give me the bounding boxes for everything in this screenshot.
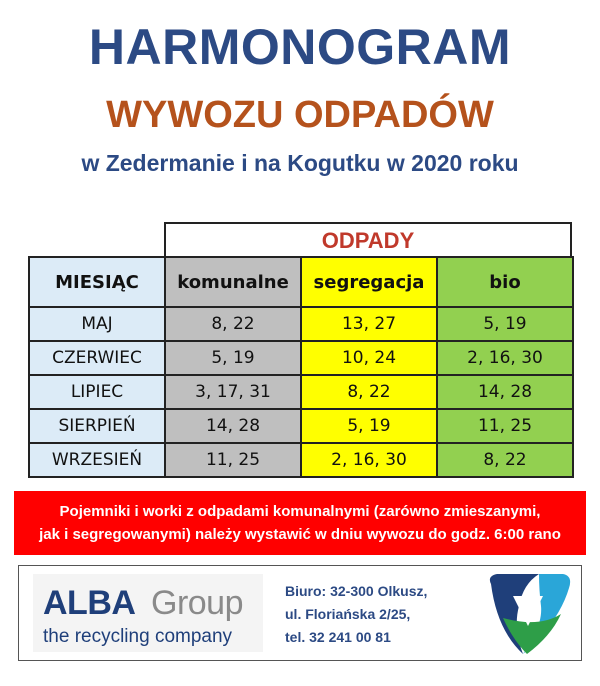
header-komunalne: komunalne [165, 257, 301, 307]
cell-bio: 14, 28 [437, 375, 573, 409]
table-row [29, 375, 573, 409]
header-segregacja: segregacja [301, 257, 437, 307]
cell-month: WRZESIEŃ [29, 443, 165, 477]
cell-komunalne: 5, 19 [165, 341, 301, 375]
cell-segregacja: 2, 16, 30 [301, 443, 437, 477]
header-bio: bio [437, 257, 573, 307]
logo-tagline: the recycling company [43, 626, 233, 647]
schedule-table [28, 256, 574, 478]
cell-komunalne: 3, 17, 31 [165, 375, 301, 409]
subtitle-location-year: w Zedermanie i na Kogutku w 2020 roku [81, 150, 519, 176]
header-month: MIESIĄC [29, 257, 165, 307]
cell-segregacja: 10, 24 [301, 341, 437, 375]
cell-segregacja: 13, 27 [301, 307, 437, 341]
company-footer [18, 565, 582, 661]
cell-komunalne: 8, 22 [165, 307, 301, 341]
cell-bio: 8, 22 [437, 443, 573, 477]
cell-segregacja: 5, 19 [301, 409, 437, 443]
cell-bio: 2, 16, 30 [437, 341, 573, 375]
cell-month: MAJ [29, 307, 165, 341]
table-row [29, 409, 573, 443]
table-header-row [29, 257, 573, 307]
contact-address: Biuro: 32-300 Olkusz, [285, 583, 428, 599]
notice-line-2: jak i segregowanymi) należy wystawić w dniu wywozu do godz. 6:00 rano [39, 526, 561, 543]
title-harmonogram: HARMONOGRAM [88, 19, 512, 75]
cell-bio: 11, 25 [437, 409, 573, 443]
cell-segregacja: 8, 22 [301, 375, 437, 409]
cell-bio: 5, 19 [437, 307, 573, 341]
table-row [29, 443, 573, 477]
table-group-header: ODPADY [164, 222, 572, 256]
table-row [29, 341, 573, 375]
cell-month: CZERWIEC [29, 341, 165, 375]
cell-komunalne: 11, 25 [165, 443, 301, 477]
title-wywozu-odpadow: WYWOZU ODPADÓW [106, 94, 494, 136]
alba-group-logo [33, 574, 263, 652]
contact-info [285, 580, 427, 649]
table-row [29, 307, 573, 341]
cell-month: SIERPIEŃ [29, 409, 165, 443]
contact-street: ul. Floriańska 2/25, [285, 606, 411, 622]
notice-line-1: Pojemniki i worki z odpadami komunalnymi (zarówno zmieszanymi, [59, 503, 541, 520]
triangle-leaf-emblem-icon [483, 570, 573, 658]
logo-group-text: Group [151, 584, 243, 622]
collection-notice [14, 491, 586, 555]
logo-alba-text: ALBA [43, 584, 136, 622]
cell-komunalne: 14, 28 [165, 409, 301, 443]
cell-month: LIPIEC [29, 375, 165, 409]
contact-phone: tel. 32 241 00 81 [285, 629, 391, 645]
